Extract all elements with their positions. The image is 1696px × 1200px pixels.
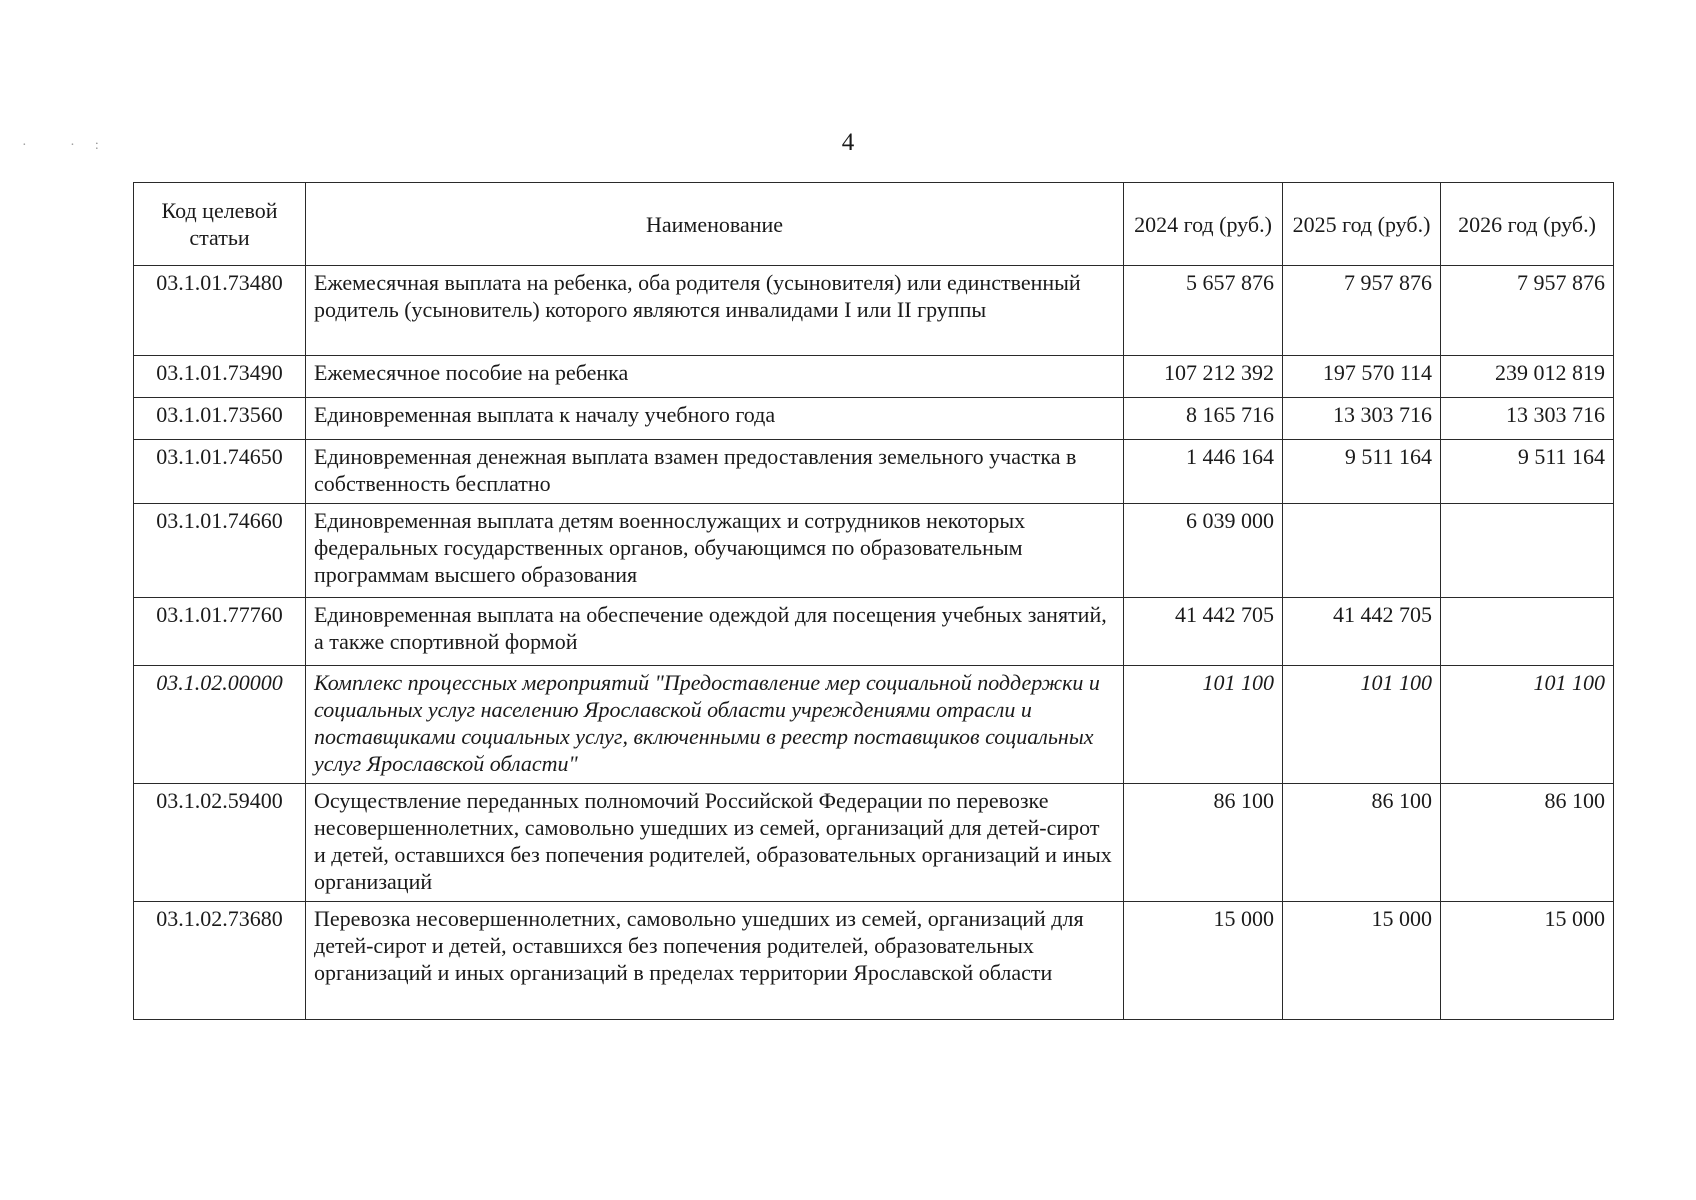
budget-table — [133, 182, 1614, 1020]
row-value-2026: 15 000 — [1441, 902, 1614, 1020]
header-2026: 2026 год (руб.) — [1441, 183, 1614, 266]
row-value-2024: 5 657 876 — [1124, 266, 1283, 356]
row-value-2026 — [1441, 504, 1614, 598]
row-code: 03.1.01.77760 — [134, 598, 306, 666]
row-value-2025: 9 511 164 — [1283, 440, 1441, 504]
row-value-2026: 101 100 — [1441, 666, 1614, 784]
row-name: Ежемесячное пособие на ребенка — [306, 356, 1124, 398]
row-code: 03.1.01.74650 — [134, 440, 306, 504]
table-row — [134, 504, 1614, 598]
row-code: 03.1.01.73560 — [134, 398, 306, 440]
row-value-2025: 41 442 705 — [1283, 598, 1441, 666]
header-2024: 2024 год (руб.) — [1124, 183, 1283, 266]
table-row — [134, 666, 1614, 784]
row-value-2024: 41 442 705 — [1124, 598, 1283, 666]
row-name: Перевозка несовершеннолетних, самовольно ушедших из семей, организаций для детей-сирот и детей, оставшихся без попечения родителей, образовательных организаций и иных организаций в пределах территории Ярославской области — [306, 902, 1124, 1020]
row-name: Осуществление переданных полномочий Российской Федерации по перевозке несовершеннолетних, самовольно ушедших из семей, организаций для детей-сирот и детей, оставшихся без попечения родителей, образовательных организаций и иных организаций — [306, 784, 1124, 902]
table-body — [134, 266, 1614, 1020]
row-value-2025: 15 000 — [1283, 902, 1441, 1020]
row-name: Единовременная денежная выплата взамен предоставления земельного участка в собственность бесплатно — [306, 440, 1124, 504]
row-value-2026: 13 303 716 — [1441, 398, 1614, 440]
row-value-2025: 101 100 — [1283, 666, 1441, 784]
header-name: Наименование — [306, 183, 1124, 266]
row-code: 03.1.02.73680 — [134, 902, 306, 1020]
row-code: 03.1.02.59400 — [134, 784, 306, 902]
table-row — [134, 356, 1614, 398]
row-code: 03.1.01.74660 — [134, 504, 306, 598]
row-value-2025: 197 570 114 — [1283, 356, 1441, 398]
scan-noise-dots: · ·: — [22, 138, 119, 153]
table-row — [134, 440, 1614, 504]
page-number: 4 — [841, 129, 855, 156]
row-value-2026: 7 957 876 — [1441, 266, 1614, 356]
row-value-2024: 8 165 716 — [1124, 398, 1283, 440]
row-value-2026: 9 511 164 — [1441, 440, 1614, 504]
table-row — [134, 598, 1614, 666]
header-2025: 2025 год (руб.) — [1283, 183, 1441, 266]
header-code: Код целевой статьи — [134, 183, 306, 266]
row-value-2025: 86 100 — [1283, 784, 1441, 902]
row-name: Единовременная выплата к началу учебного года — [306, 398, 1124, 440]
table-row — [134, 266, 1614, 356]
table-row — [134, 784, 1614, 902]
table-header-row — [134, 183, 1614, 266]
row-name: Комплекс процессных мероприятий "Предоставление мер социальной поддержки и социальных услуг населению Ярославской области учреждениями отрасли и поставщиками социальных услуг, включенными в реестр поставщиков социальных услуг Ярославской области" — [306, 666, 1124, 784]
row-name: Ежемесячная выплата на ребенка, оба родителя (усыновителя) или единственный родитель (усыновитель) которого являются инвалидами I или II группы — [306, 266, 1124, 356]
row-value-2026: 239 012 819 — [1441, 356, 1614, 398]
row-value-2025 — [1283, 504, 1441, 598]
row-name: Единовременная выплата детям военнослужащих и сотрудников некоторых федеральных государственных органов, обучающимся по образовательным программам высшего образования — [306, 504, 1124, 598]
row-value-2025: 13 303 716 — [1283, 398, 1441, 440]
row-value-2024: 6 039 000 — [1124, 504, 1283, 598]
row-name: Единовременная выплата на обеспечение одеждой для посещения учебных занятий, а также спортивной формой — [306, 598, 1124, 666]
table-row — [134, 902, 1614, 1020]
row-value-2024: 1 446 164 — [1124, 440, 1283, 504]
row-code: 03.1.01.73490 — [134, 356, 306, 398]
row-value-2026: 86 100 — [1441, 784, 1614, 902]
row-code: 03.1.02.00000 — [134, 666, 306, 784]
row-code: 03.1.01.73480 — [134, 266, 306, 356]
row-value-2024: 107 212 392 — [1124, 356, 1283, 398]
row-value-2026 — [1441, 598, 1614, 666]
row-value-2025: 7 957 876 — [1283, 266, 1441, 356]
row-value-2024: 101 100 — [1124, 666, 1283, 784]
row-value-2024: 86 100 — [1124, 784, 1283, 902]
row-value-2024: 15 000 — [1124, 902, 1283, 1020]
table-row — [134, 398, 1614, 440]
